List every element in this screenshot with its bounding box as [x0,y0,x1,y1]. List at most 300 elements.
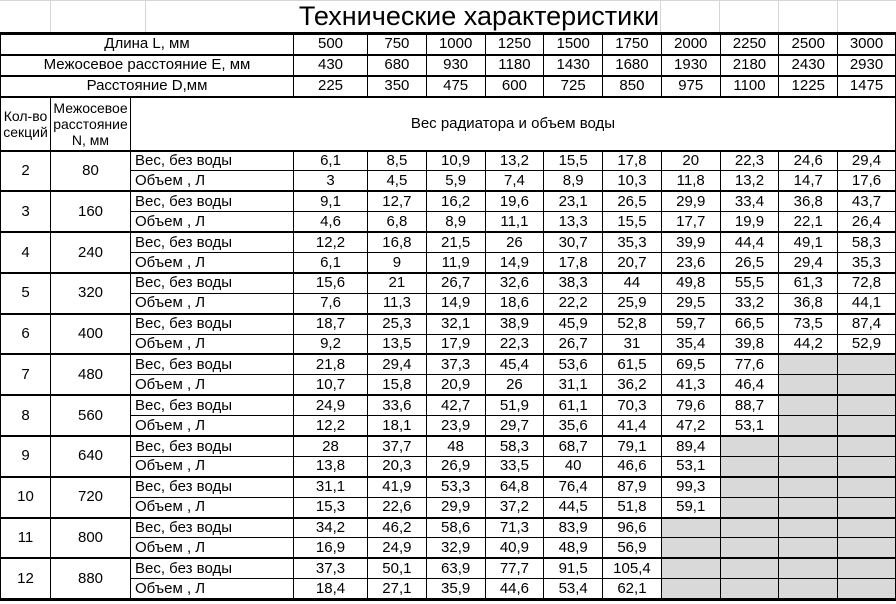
row-label-volume: Объем , Л [131,538,294,558]
volume-cell: 19,9 [720,212,779,232]
weight-cell: 30,7 [544,232,603,252]
volume-cell: 39,8 [720,334,779,354]
volume-cell: 46,4 [720,375,779,395]
weight-cell: 23,1 [544,191,603,211]
volume-cell: 8,9 [426,212,485,232]
section-n-cell: 640 [51,436,131,477]
spec-value-cell: 1180 [485,55,544,76]
weight-cell: 64,8 [485,477,544,497]
section-count-cell: 6 [1,314,51,355]
volume-cell: 35,9 [426,579,485,599]
volume-cell: 17,9 [426,334,485,354]
volume-cell: 41,4 [603,416,662,436]
section-count-cell: 3 [1,191,51,232]
empty-cell [838,416,896,436]
weight-cell: 96,6 [603,518,662,538]
empty-cell [779,477,838,497]
empty-cell [838,375,896,395]
weight-cell: 69,5 [661,354,720,374]
spec-value-cell: 2930 [838,55,896,76]
spec-value-cell: 850 [603,76,662,97]
volume-cell: 4,5 [368,171,427,191]
volume-cell: 51,8 [603,497,662,517]
volume-cell: 14,9 [426,293,485,313]
weight-cell: 37,3 [426,354,485,374]
weight-cell: 24,9 [294,395,368,415]
volume-cell: 9,2 [294,334,368,354]
weight-cell: 37,3 [294,558,368,578]
volume-cell: 35,4 [661,334,720,354]
weight-cell: 21 [368,273,427,293]
weight-cell: 79,1 [603,436,662,456]
weight-cell: 77,7 [485,558,544,578]
weight-cell: 83,9 [544,518,603,538]
volume-cell: 12,2 [294,416,368,436]
row-label-volume: Объем , Л [131,293,294,313]
row-label-weight: Вес, без воды [131,191,294,211]
volume-cell: 37,2 [485,497,544,517]
spec-value-cell: 2500 [779,34,838,55]
volume-cell: 29,7 [485,416,544,436]
row-label-volume: Объем , Л [131,456,294,476]
section-count-cell: 9 [1,436,51,477]
spec-value-cell: 2430 [779,55,838,76]
spec-value-cell: 500 [294,34,368,55]
volume-cell: 13,3 [544,212,603,232]
section-count-cell: 10 [1,477,51,518]
empty-cell [720,558,779,578]
weight-cell: 61,1 [544,395,603,415]
spec-value-cell: 1100 [720,76,779,97]
row-label-volume: Объем , Л [131,497,294,517]
volume-cell: 16,9 [294,538,368,558]
volume-cell: 36,2 [603,375,662,395]
section-weight-row [1,477,896,497]
empty-cell [838,518,896,538]
section-volume-row [1,456,896,476]
section-volume-row [1,293,896,313]
weight-cell: 88,7 [720,395,779,415]
section-n-cell: 240 [51,232,131,273]
empty-cell [838,558,896,578]
empty-cell [779,497,838,517]
volume-cell: 26,9 [426,456,485,476]
volume-cell: 22,1 [779,212,838,232]
volume-cell: 13,2 [720,171,779,191]
empty-cell [838,538,896,558]
spec-row [1,76,896,97]
volume-cell: 26,4 [838,212,896,232]
empty-cell [661,558,720,578]
volume-cell: 11,8 [661,171,720,191]
volume-cell: 4,6 [294,212,368,232]
weight-cell: 61,3 [779,273,838,293]
weight-cell: 29,4 [368,354,427,374]
weight-cell: 63,9 [426,558,485,578]
weight-cell: 58,3 [838,232,896,252]
row-label-volume: Объем , Л [131,171,294,191]
spec-row [1,34,896,55]
volume-cell: 20,3 [368,456,427,476]
spec-label: Межосевое расстояние E, мм [1,55,294,76]
volume-cell: 53,1 [720,416,779,436]
spec-value-cell: 750 [368,34,427,55]
volume-cell: 10,7 [294,375,368,395]
volume-cell: 53,4 [544,579,603,599]
weight-cell: 87,9 [603,477,662,497]
spec-value-cell: 1500 [544,34,603,55]
weight-cell: 79,6 [661,395,720,415]
weight-cell: 68,7 [544,436,603,456]
spec-value-cell: 680 [368,55,427,76]
volume-cell: 18,4 [294,579,368,599]
characteristics-table [0,32,896,601]
spec-value-cell: 1000 [426,34,485,55]
weight-cell: 34,2 [294,518,368,538]
section-n-cell: 160 [51,191,131,232]
volume-cell: 33,2 [720,293,779,313]
section-n-cell: 880 [51,558,131,599]
weight-cell: 31,1 [294,477,368,497]
weight-cell: 36,8 [779,191,838,211]
spec-value-cell: 1225 [779,76,838,97]
volume-cell: 25,9 [603,293,662,313]
volume-cell: 7,4 [485,171,544,191]
weight-cell: 16,2 [426,191,485,211]
weight-cell: 8,5 [368,151,427,171]
empty-cell [779,354,838,374]
weight-cell: 87,4 [838,314,896,334]
weight-cell: 33,4 [720,191,779,211]
volume-cell: 15,8 [368,375,427,395]
section-n-cell: 80 [51,151,131,192]
weight-cell: 44 [603,273,662,293]
volume-cell: 44,6 [485,579,544,599]
section-n-cell: 400 [51,314,131,355]
weight-cell: 17,8 [603,151,662,171]
spec-value-cell: 3000 [838,34,896,55]
weight-volume-header: Вес радиатора и объем воды [131,97,896,151]
volume-cell: 35,3 [838,252,896,272]
weight-cell: 43,7 [838,191,896,211]
row-label-volume: Объем , Л [131,416,294,436]
row-label-weight: Вес, без воды [131,558,294,578]
row-label-weight: Вес, без воды [131,477,294,497]
weight-cell: 29,4 [838,151,896,171]
weight-cell: 45,4 [485,354,544,374]
row-label-weight: Вес, без воды [131,232,294,252]
weight-cell: 38,3 [544,273,603,293]
volume-cell: 13,5 [368,334,427,354]
empty-cell [779,436,838,456]
volume-cell: 22,2 [544,293,603,313]
volume-cell: 8,9 [544,171,603,191]
weight-cell: 13,2 [485,151,544,171]
volume-cell: 23,9 [426,416,485,436]
volume-cell: 26,5 [720,252,779,272]
weight-cell: 72,8 [838,273,896,293]
weight-cell: 77,6 [720,354,779,374]
section-volume-row [1,416,896,436]
section-count-cell: 12 [1,558,51,599]
weight-cell: 89,4 [661,436,720,456]
volume-cell: 26 [485,375,544,395]
volume-cell: 20,7 [603,252,662,272]
weight-cell: 25,3 [368,314,427,334]
section-count-cell: 7 [1,354,51,395]
weight-cell: 48 [426,436,485,456]
weight-cell: 12,2 [294,232,368,252]
empty-cell [720,538,779,558]
section-weight-row [1,354,896,374]
volume-cell: 35,6 [544,416,603,436]
weight-cell: 32,6 [485,273,544,293]
volume-cell: 29,9 [426,497,485,517]
spec-value-cell: 350 [368,76,427,97]
weight-cell: 44,4 [720,232,779,252]
weight-cell: 46,2 [368,518,427,538]
weight-cell: 70,3 [603,395,662,415]
empty-cell [720,497,779,517]
volume-cell: 3 [294,171,368,191]
volume-cell: 10,3 [603,171,662,191]
volume-cell: 14,7 [779,171,838,191]
weight-cell: 41,9 [368,477,427,497]
section-volume-row [1,171,896,191]
volume-cell: 52,9 [838,334,896,354]
weight-cell: 52,8 [603,314,662,334]
volume-cell: 17,8 [544,252,603,272]
empty-cell [838,579,896,599]
volume-cell: 44,1 [838,293,896,313]
empty-cell [720,477,779,497]
weight-cell: 91,5 [544,558,603,578]
section-volume-row [1,375,896,395]
empty-cell [838,395,896,415]
empty-cell [779,416,838,436]
spec-value-cell: 2180 [720,55,779,76]
volume-cell: 40 [544,456,603,476]
spec-value-cell: 225 [294,76,368,97]
spec-value-cell: 1430 [544,55,603,76]
weight-cell: 45,9 [544,314,603,334]
weight-cell: 16,8 [368,232,427,252]
volume-cell: 29,4 [779,252,838,272]
weight-cell: 12,7 [368,191,427,211]
spec-value-cell: 725 [544,76,603,97]
empty-cell [838,497,896,517]
volume-cell: 27,1 [368,579,427,599]
axis-distance-n-header: Межосевое расстояние N, мм [51,97,131,151]
spec-value-cell: 600 [485,76,544,97]
spec-label: Длина L, мм [1,34,294,55]
weight-cell: 37,7 [368,436,427,456]
volume-cell: 9 [368,252,427,272]
section-weight-row [1,273,896,293]
volume-cell: 36,8 [779,293,838,313]
section-weight-row [1,558,896,578]
section-n-cell: 800 [51,518,131,559]
weight-cell: 73,5 [779,314,838,334]
weight-cell: 53,3 [426,477,485,497]
section-weight-row [1,314,896,334]
empty-cell [779,538,838,558]
section-volume-row [1,579,896,599]
spec-value-cell: 2000 [661,34,720,55]
empty-cell [720,518,779,538]
volume-cell: 46,6 [603,456,662,476]
section-weight-row [1,191,896,211]
row-label-weight: Вес, без воды [131,518,294,538]
weight-cell: 51,9 [485,395,544,415]
weight-cell: 71,3 [485,518,544,538]
section-volume-row [1,334,896,354]
empty-cell [779,395,838,415]
sections-count-header: Кол-во секций [1,97,51,151]
volume-cell: 6,1 [294,252,368,272]
section-weight-row [1,518,896,538]
weight-cell: 105,4 [603,558,662,578]
section-n-cell: 560 [51,395,131,436]
weight-cell: 18,7 [294,314,368,334]
empty-cell [838,456,896,476]
section-count-cell: 5 [1,273,51,314]
volume-cell: 6,8 [368,212,427,232]
volume-cell: 31,1 [544,375,603,395]
volume-cell: 17,6 [838,171,896,191]
weight-cell: 39,9 [661,232,720,252]
page-title: Технические характеристики [298,1,660,31]
empty-cell [661,518,720,538]
title-row [0,0,896,32]
weight-cell: 19,6 [485,191,544,211]
section-count-cell: 11 [1,518,51,559]
weight-cell: 58,6 [426,518,485,538]
weight-cell: 6,1 [294,151,368,171]
weight-cell: 35,3 [603,232,662,252]
section-n-cell: 480 [51,354,131,395]
row-label-weight: Вес, без воды [131,354,294,374]
empty-cell [779,579,838,599]
weight-cell: 38,9 [485,314,544,334]
volume-cell: 13,8 [294,456,368,476]
weight-cell: 61,5 [603,354,662,374]
volume-cell: 32,9 [426,538,485,558]
weight-cell: 50,1 [368,558,427,578]
section-volume-row [1,212,896,232]
spec-value-cell: 1475 [838,76,896,97]
empty-cell [838,354,896,374]
volume-cell: 40,9 [485,538,544,558]
empty-cell [838,436,896,456]
row-label-volume: Объем , Л [131,334,294,354]
empty-cell [779,375,838,395]
volume-cell: 31 [603,334,662,354]
volume-cell: 22,3 [485,334,544,354]
row-label-weight: Вес, без воды [131,151,294,171]
weight-cell: 10,9 [426,151,485,171]
volume-cell: 11,1 [485,212,544,232]
volume-cell: 11,3 [368,293,427,313]
volume-cell: 7,6 [294,293,368,313]
weight-cell: 32,1 [426,314,485,334]
spec-label: Расстояние D,мм [1,76,294,97]
volume-cell: 41,3 [661,375,720,395]
volume-cell: 62,1 [603,579,662,599]
volume-cell: 15,3 [294,497,368,517]
volume-cell: 18,1 [368,416,427,436]
section-volume-row [1,538,896,558]
volume-cell: 47,2 [661,416,720,436]
empty-cell [661,579,720,599]
empty-cell [720,456,779,476]
weight-cell: 26,5 [603,191,662,211]
weight-cell: 22,3 [720,151,779,171]
row-label-weight: Вес, без воды [131,314,294,334]
group-header-row [1,97,896,151]
weight-cell: 59,7 [661,314,720,334]
volume-cell: 24,9 [368,538,427,558]
weight-cell: 20 [661,151,720,171]
weight-cell: 58,3 [485,436,544,456]
empty-cell [779,518,838,538]
weight-cell: 28 [294,436,368,456]
weight-cell: 29,9 [661,191,720,211]
volume-cell: 17,7 [661,212,720,232]
row-label-volume: Объем , Л [131,375,294,395]
section-count-cell: 4 [1,232,51,273]
weight-cell: 55,5 [720,273,779,293]
weight-cell: 9,1 [294,191,368,211]
weight-cell: 15,6 [294,273,368,293]
spec-value-cell: 1680 [603,55,662,76]
weight-cell: 21,8 [294,354,368,374]
weight-cell: 26 [485,232,544,252]
weight-cell: 33,6 [368,395,427,415]
volume-cell: 29,5 [661,293,720,313]
volume-cell: 44,5 [544,497,603,517]
volume-cell: 11,9 [426,252,485,272]
volume-cell: 59,1 [661,497,720,517]
empty-cell [838,477,896,497]
row-label-volume: Объем , Л [131,579,294,599]
spec-value-cell: 2250 [720,34,779,55]
volume-cell: 23,6 [661,252,720,272]
section-weight-row [1,436,896,456]
weight-cell: 53,6 [544,354,603,374]
section-volume-row [1,497,896,517]
spec-value-cell: 975 [661,76,720,97]
row-label-weight: Вес, без воды [131,273,294,293]
spec-value-cell: 430 [294,55,368,76]
weight-cell: 49,1 [779,232,838,252]
volume-cell: 53,1 [661,456,720,476]
section-count-cell: 8 [1,395,51,436]
weight-cell: 26,7 [426,273,485,293]
volume-cell: 48,9 [544,538,603,558]
volume-cell: 20,9 [426,375,485,395]
spec-value-cell: 1250 [485,34,544,55]
weight-cell: 76,4 [544,477,603,497]
section-count-cell: 2 [1,151,51,192]
section-n-cell: 720 [51,477,131,518]
section-weight-row [1,395,896,415]
weight-cell: 99,3 [661,477,720,497]
volume-cell: 56,9 [603,538,662,558]
row-label-weight: Вес, без воды [131,436,294,456]
volume-cell: 44,2 [779,334,838,354]
spec-row [1,55,896,76]
